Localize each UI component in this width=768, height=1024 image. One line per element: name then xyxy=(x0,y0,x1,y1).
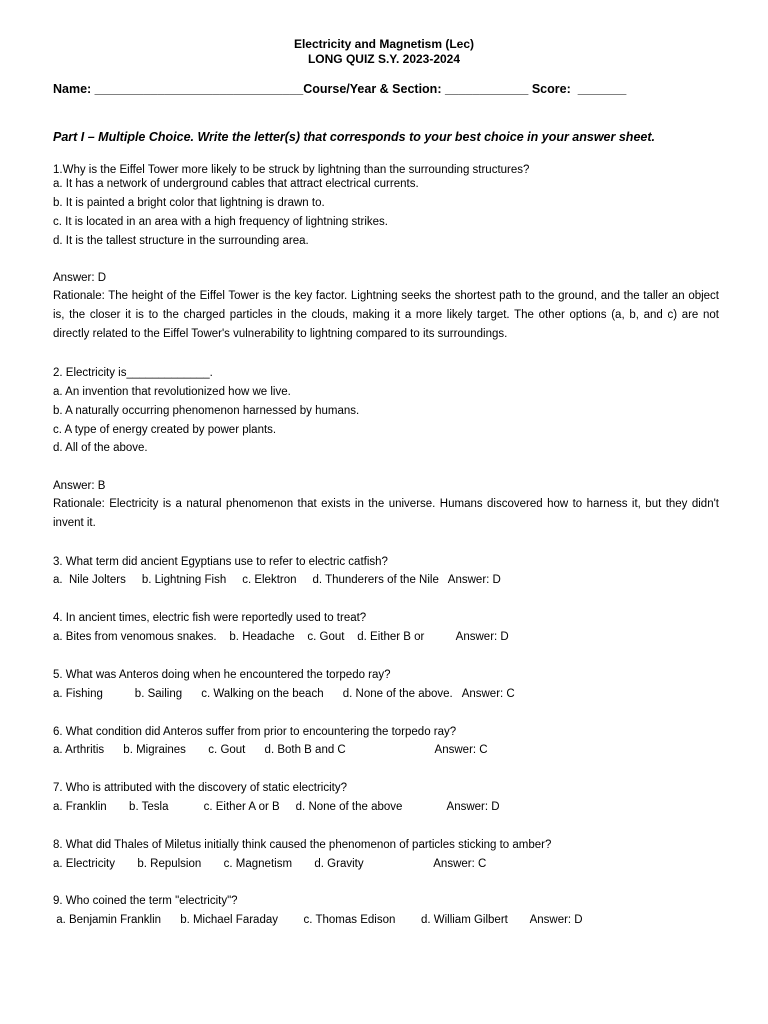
q2-option-a: a. An invention that revolutionized how we live. xyxy=(53,386,291,398)
q3-question: 3. What term did ancient Egyptians use to refer to electric catfish? xyxy=(53,556,388,568)
q6-options: a. Arthritis b. Migraines c. Gout d. Both B and C Answer: C xyxy=(53,744,488,756)
q8-options: a. Electricity b. Repulsion c. Magnetism d. Gravity Answer: C xyxy=(53,858,487,870)
q9-question: 9. Who coined the term "electricity"? xyxy=(53,895,238,907)
q1-question: 1.Why is the Eiffel Tower more likely to be struck by lightning than the surrounding structures? xyxy=(53,164,530,176)
q9-options: a. Benjamin Franklin b. Michael Faraday c. Thomas Edison d. William Gilbert Answer: D xyxy=(53,914,583,926)
q2-option-c: c. A type of energy created by power plants. xyxy=(53,424,277,436)
name-course-score-line: Name: ______________________________Course/Year & Section: ____________ Score: _______ xyxy=(53,82,627,96)
q1-option-c: c. It is located in an area with a high frequency of lightning strikes. xyxy=(53,216,388,228)
q1-rationale: Rationale: The height of the Eiffel Tower is the key factor. Lightning seeks the shortest path to the ground, and the taller an object is, the closer it is to the charged particles in the clouds, making it a more likely target. The other options (a, b, and c) are not directly related to the Eiffel Tower's vulnerability to lightning compared to its surroundings. xyxy=(53,290,719,340)
q1-answer: Answer: D xyxy=(53,272,107,284)
document-title: Electricity and Magnetism (Lec) xyxy=(293,37,475,51)
q7-question: 7. Who is attributed with the discovery of static electricity? xyxy=(53,782,348,794)
part1-instruction: Part I – Multiple Choice. Write the letter(s) that corresponds to your best choice in your answer sheet. xyxy=(53,130,655,144)
q8-question: 8. What did Thales of Miletus initially think caused the phenomenon of particles sticking to amber? xyxy=(53,839,552,851)
q5-options: a. Fishing b. Sailing c. Walking on the beach d. None of the above. Answer: C xyxy=(53,688,515,700)
q3-options: a. Nile Jolters b. Lightning Fish c. Elektron d. Thunderers of the Nile Answer: D xyxy=(53,574,501,586)
q2-question: 2. Electricity is_____________. xyxy=(53,367,213,379)
q6-question: 6. What condition did Anteros suffer from prior to encountering the torpedo ray? xyxy=(53,726,457,738)
q1-option-b: b. It is painted a bright color that lightning is drawn to. xyxy=(53,197,325,209)
q4-options: a. Bites from venomous snakes. b. Headache c. Gout d. Either B or Answer: D xyxy=(53,631,509,643)
q2-rationale: Rationale: Electricity is a natural phenomenon that exists in the universe. Humans discovered how to harness it, but they didn't invent it. xyxy=(53,498,719,529)
q1-option-d: d. It is the tallest structure in the surrounding area. xyxy=(53,235,309,247)
q2-option-b: b. A naturally occurring phenomenon harnessed by humans. xyxy=(53,405,360,417)
q2-option-d: d. All of the above. xyxy=(53,442,148,454)
q2-answer: Answer: B xyxy=(53,480,106,492)
document-subtitle: LONG QUIZ S.Y. 2023-2024 xyxy=(307,52,461,66)
q7-options: a. Franklin b. Tesla c. Either A or B d. None of the above Answer: D xyxy=(53,801,500,813)
q1-option-a: a. It has a network of underground cables that attract electrical currents. xyxy=(53,178,419,190)
q4-question: 4. In ancient times, electric fish were reportedly used to treat? xyxy=(53,612,367,624)
q5-question: 5. What was Anteros doing when he encountered the torpedo ray? xyxy=(53,669,391,681)
